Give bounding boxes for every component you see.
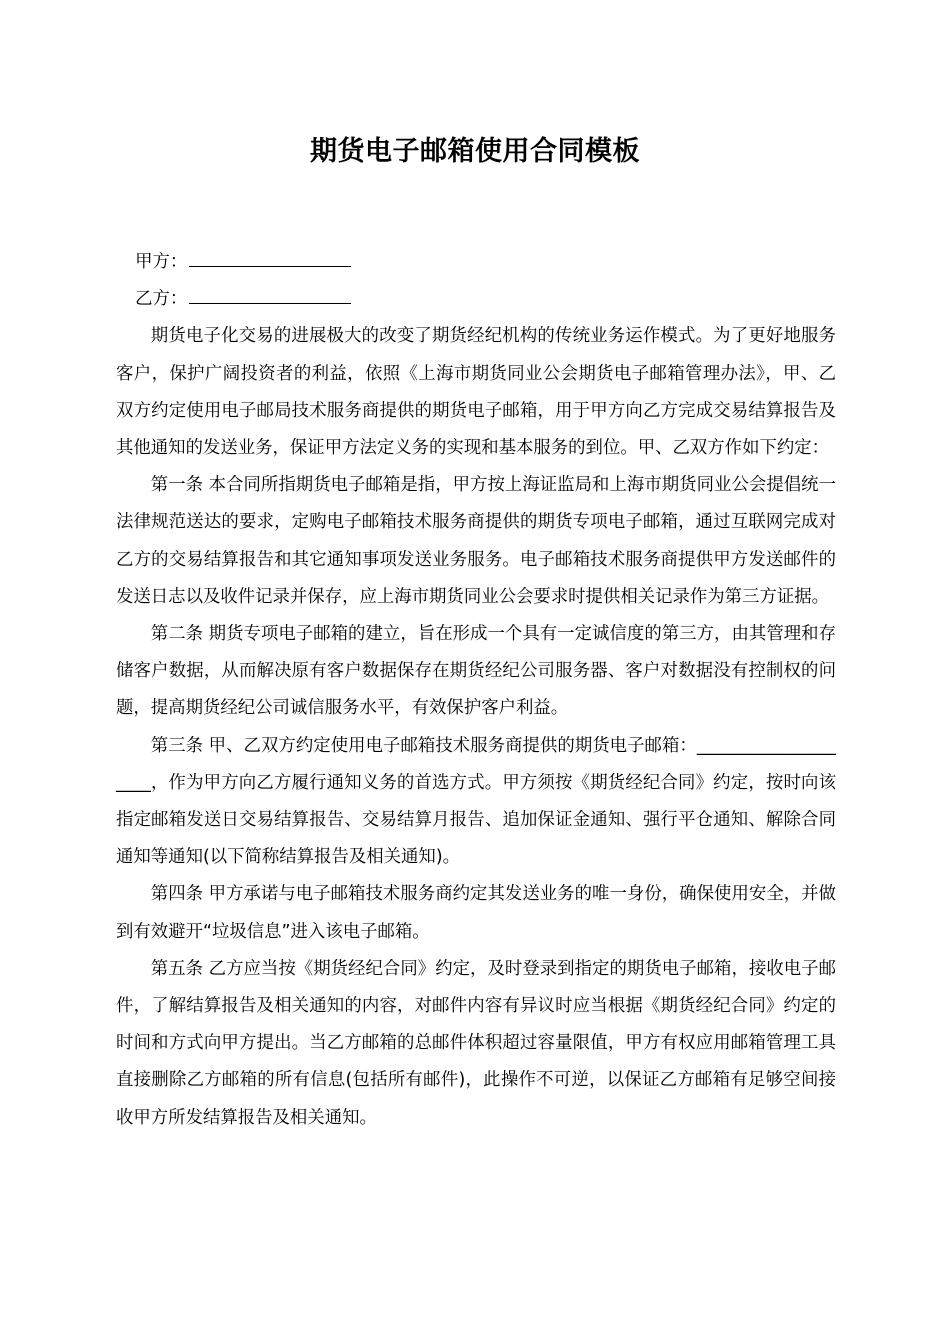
article-3-paragraph (116, 728, 836, 877)
article-3-text-before: 第三条 甲、乙双方约定使用电子邮箱技术服务商提供的期货电子邮箱：__________ (150, 735, 784, 756)
preamble-paragraph: 期货电子化交易的进展极大的改变了期货经纪机构的传统业务运作模式。为了更好地服务客户，保护广阔投资者的利益，依照《上海市期货同业公会期货电子邮箱管理办法》，甲、乙双方约定使用电子邮局技术服务商提供的期货电子邮箱，用于甲方向乙方完成交易结算报告及其他通知的发送业务，保证甲方法定义务的实现和基本服务的到位。甲、乙双方作如下约定： (116, 326, 836, 459)
article-3-text-after: __________，作为甲方向乙方履行通知义务的首选方式。甲方须按《期货经纪合同》约定，按时向该指定邮箱发送日交易结算报告、交易结算月报告、追加保证金通知、强行平仓通知、解除合同通知等通知(以下简称结算报告及相关通知)。 (116, 735, 836, 868)
party-a-label: 甲方： (135, 252, 188, 272)
party-b-blank (189, 281, 351, 304)
party-a-line (116, 244, 836, 281)
article-4-paragraph: 第四条 甲方承诺与电子邮箱技术服务商约定其发送业务的唯一身份，确保使用安全，并做到有效避开“垃圾信息”进入该电子邮箱。 (116, 884, 836, 942)
party-b-label: 乙方： (135, 289, 188, 310)
party-b-line (116, 281, 836, 318)
article-2-paragraph: 第二条 期货专项电子邮箱的建立，旨在形成一个具有一定诚信度的第三方，由其管理和存储客户数据，从而解决原有客户数据保存在期货经纪公司服务器、客户对数据没有控制权的问题，提高期货经纪公司诚信服务水平，有效保护客户利益。 (116, 624, 836, 719)
article-1-paragraph: 第一条 本合同所指期货电子邮箱是指，甲方按上海证监局和上海市期货同业公会提倡统一法律规范送达的要求，定购电子邮箱技术服务商提供的期货专项电子邮箱，通过互联网完成对乙方的交易结算报告和其它通知事项发送业务服务。电子邮箱技术服务商提供甲方发送邮件的发送日志以及收件记录并保存，应上海市期货同业公会要求时提供相关记录作为第三方证据。 (116, 475, 836, 607)
document-body (116, 244, 836, 1137)
document-title: 期货电子邮箱使用合同模板 (310, 136, 640, 167)
article-5-paragraph: 第五条 乙方应当按《期货经纪合同》约定，及时登录到指定的期货电子邮箱，接收电子邮件，了解结算报告及相关通知的内容，对邮件内容有异议时应当根据《期货经纪合同》约定的时间和方式向甲方提出。当乙方邮箱的总邮件体积超过容量限值，甲方有权应用邮箱管理工具直接删除乙方邮箱的所有信息(包括所有邮件)，此操作不可逆，以保证乙方邮箱有足够空间接收甲方所发结算报告及相关通知。 (116, 958, 836, 1128)
party-a-blank (189, 244, 351, 267)
